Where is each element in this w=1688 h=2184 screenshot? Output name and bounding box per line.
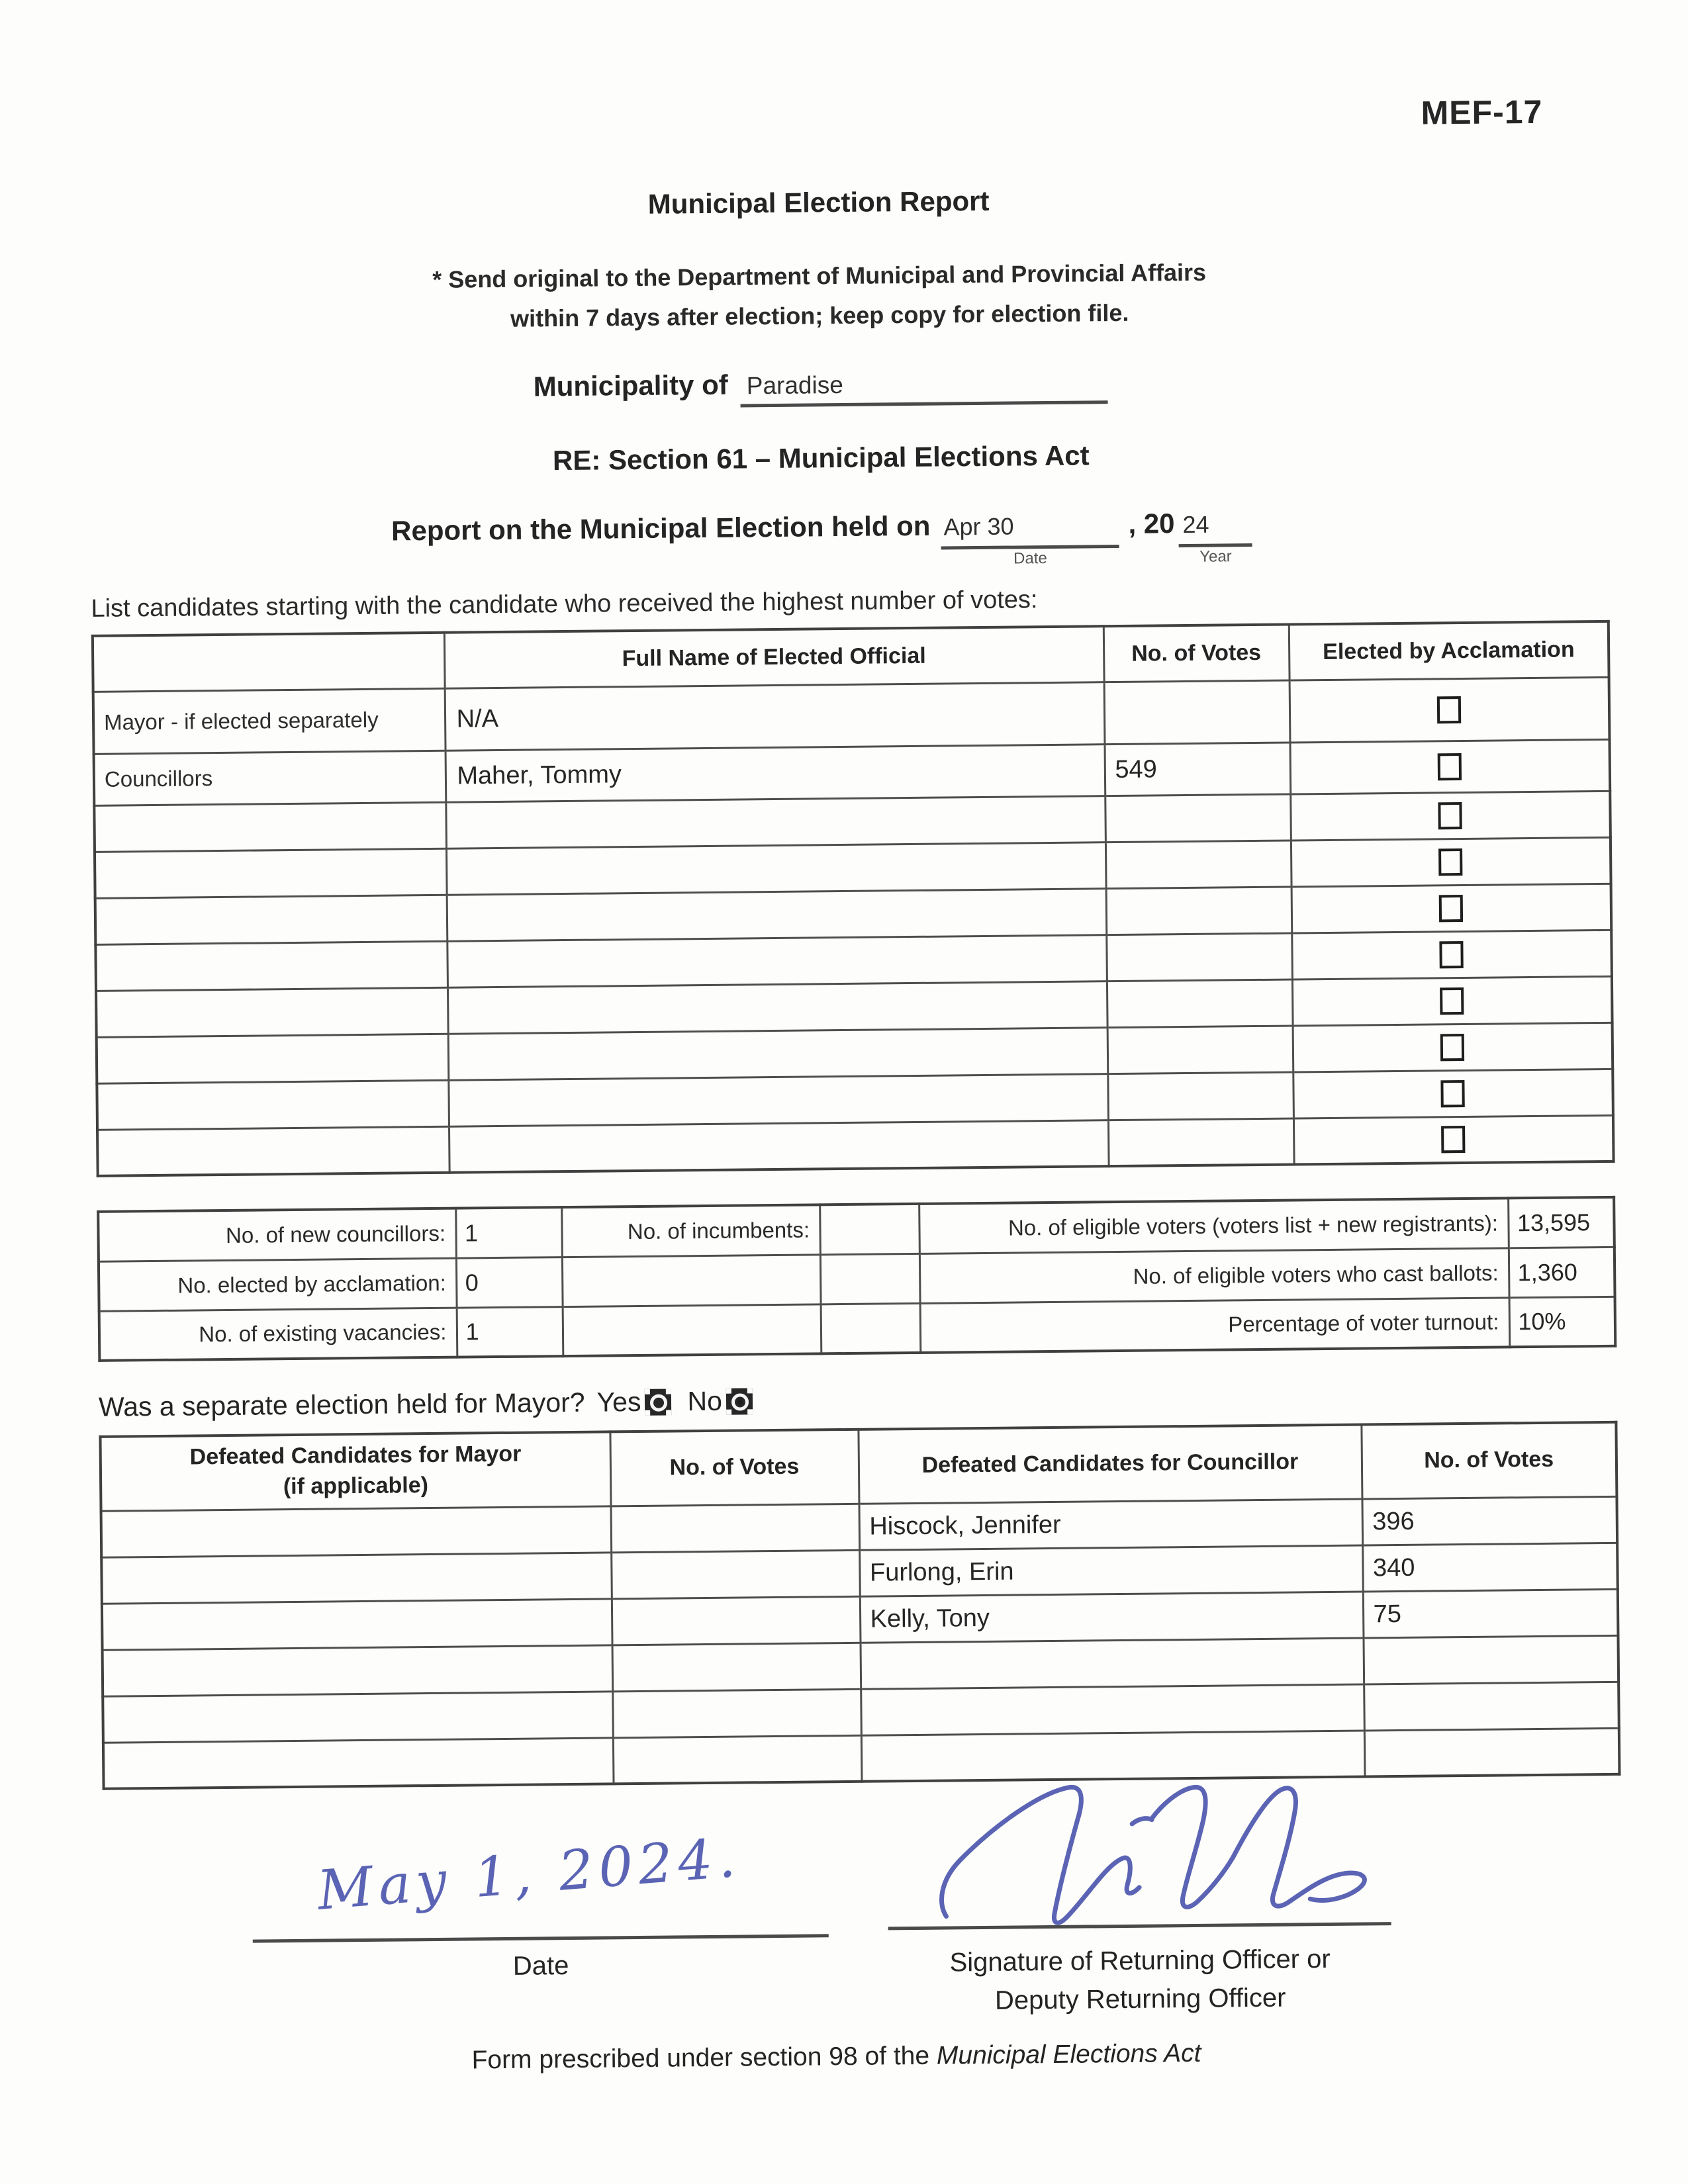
report-date-row [0, 503, 1650, 568]
role-cell [96, 987, 448, 1037]
defeated-mayor-votes [612, 1596, 861, 1645]
acclamation-cell [1290, 791, 1611, 841]
defeated-header-row [100, 1422, 1617, 1511]
stat-label: No. of new councillors: [98, 1208, 456, 1261]
acclamation-checkbox [1440, 941, 1464, 968]
votes-cell: 549 [1104, 743, 1290, 796]
acclamation-checkbox [1438, 753, 1462, 780]
municipality-row [0, 360, 1648, 414]
defeated-mayor-votes [612, 1689, 861, 1738]
date-label: Date [512, 1951, 569, 1981]
footer-note [9, 2034, 1664, 2079]
acclamation-cell [1291, 930, 1612, 979]
acclamation-checkbox [1438, 802, 1462, 829]
elected-candidates-table [91, 620, 1615, 1177]
header-role [93, 633, 445, 692]
stat-value: 0 [456, 1257, 563, 1308]
form-title: Municipal Election Report [647, 185, 990, 220]
role-cell [94, 802, 446, 852]
yes-label: Yes [596, 1386, 641, 1418]
election-stats-table [97, 1196, 1617, 1362]
election-date-value: Apr 30 [943, 512, 1014, 541]
signature-label [789, 1938, 1491, 2022]
defeated-candidates-table [99, 1421, 1620, 1790]
defeated-mayor-name [103, 1691, 613, 1742]
acclamation-checkbox [1441, 1079, 1465, 1107]
acclamation-checkbox [1440, 1033, 1464, 1060]
date-signature-line [253, 1934, 829, 1942]
footer-prefix: Form prescribed under section 98 of the [471, 2041, 937, 2075]
acclamation-cell [1293, 1023, 1613, 1072]
name-cell: N/A [445, 682, 1105, 751]
election-date-field [941, 512, 1119, 568]
year-caption: Year [1199, 547, 1232, 566]
votes-cell [1105, 794, 1291, 842]
votes-cell [1105, 841, 1291, 889]
stat-label: Percentage of voter turnout: [920, 1297, 1510, 1353]
municipality-label: Municipality of [533, 369, 728, 402]
name-cell [445, 796, 1105, 848]
votes-cell [1108, 1118, 1294, 1166]
defeated-mayor-name [103, 1737, 614, 1788]
defeated-councillor-votes [1363, 1635, 1618, 1684]
stat-label: No. of incumbents: [561, 1205, 820, 1257]
handwritten-signature [933, 1776, 1411, 1940]
stat-value: 1 [455, 1207, 562, 1258]
question-text: Was a separate election held for Mayor? [98, 1387, 585, 1422]
stat-value [821, 1303, 921, 1353]
defeated-mayor-votes [611, 1504, 860, 1553]
stat-value: 1 [457, 1306, 563, 1357]
no-checkbox-icon [726, 1388, 753, 1414]
instruction-line-1: * Send original to the Department of Municipal and Provincial Affairs [432, 258, 1207, 293]
role-cell: Councillors [94, 751, 446, 805]
stat-label: No. of eligible voters who cast ballots: [919, 1248, 1509, 1303]
defeated-councillor-votes: 340 [1362, 1543, 1618, 1592]
signature-label-line1: Signature of Returning Officer or [949, 1944, 1331, 1978]
name-cell: Maher, Tommy [445, 744, 1105, 802]
role-cell [97, 1034, 449, 1083]
stat-value [820, 1253, 920, 1304]
defeated-mayor-votes [611, 1550, 860, 1599]
re-section-line: RE: Section 61 – Municipal Elections Act [552, 439, 1090, 477]
defeated-councillor-votes: 396 [1362, 1496, 1617, 1545]
acclamation-cell [1289, 677, 1610, 743]
municipality-value-field: Paradise [740, 369, 1107, 407]
defeated-mayor-name [101, 1552, 612, 1603]
votes-cell [1104, 680, 1290, 745]
defeated-councillor-votes [1364, 1728, 1620, 1777]
name-cell [447, 934, 1107, 987]
votes-cell [1106, 886, 1292, 934]
votes-cell [1106, 933, 1292, 981]
name-cell [447, 981, 1107, 1034]
defeated-councillor-name [861, 1730, 1365, 1781]
separate-mayor-question [99, 1385, 757, 1423]
header-mayor-votes: No. of Votes [610, 1430, 859, 1506]
name-cell [448, 1073, 1108, 1126]
stat-label [563, 1304, 821, 1356]
header-defeated-mayor-line2: (if applicable) [283, 1473, 429, 1500]
form-code: MEF-17 [1421, 93, 1543, 132]
votes-cell [1107, 1071, 1293, 1120]
name-cell [446, 842, 1106, 895]
defeated-mayor-votes [612, 1643, 861, 1692]
acclamation-checkbox [1438, 848, 1462, 876]
name-cell [447, 888, 1107, 941]
defeated-mayor-votes [613, 1735, 862, 1784]
acclamation-cell [1293, 1115, 1614, 1165]
signature-label-line2: Deputy Returning Officer [994, 1983, 1286, 2015]
votes-cell [1107, 979, 1293, 1027]
role-cell [95, 848, 447, 898]
acclamation-checkbox [1440, 987, 1464, 1015]
acclamation-cell [1291, 837, 1611, 887]
stat-value: 1,360 [1509, 1247, 1615, 1298]
date-caption: Date [1013, 549, 1047, 568]
role-cell [95, 941, 447, 991]
stat-label [562, 1254, 821, 1306]
role-cell [95, 895, 447, 944]
defeated-councillor-votes [1364, 1682, 1619, 1731]
header-councillor-votes: No. of Votes [1361, 1422, 1617, 1499]
stat-label: No. of existing vacancies: [99, 1308, 457, 1361]
defeated-councillor-name: Furlong, Erin [859, 1545, 1363, 1596]
instruction-line-2: within 7 days after election; keep copy for election file. [510, 298, 1129, 332]
candidates-intro: List candidates starting with the candidate who received the highest number of votes: [91, 586, 1038, 623]
header-acclamation: Elected by Acclamation [1289, 621, 1609, 680]
header-full-name: Full Name of Elected Official [444, 626, 1104, 688]
acclamation-checkbox [1439, 895, 1463, 922]
name-cell [449, 1120, 1109, 1173]
election-year-value: 24 [1182, 510, 1209, 539]
header-defeated-councillor: Defeated Candidates for Councillor [858, 1425, 1362, 1504]
stat-label: No. of eligible voters (voters list + new registrants): [919, 1198, 1509, 1253]
defeated-councillor-name [861, 1638, 1364, 1689]
defeated-councillor-name [861, 1684, 1364, 1735]
name-cell [448, 1027, 1108, 1080]
acclamation-checkbox [1437, 696, 1461, 723]
defeated-councillor-votes: 75 [1363, 1589, 1618, 1638]
footer-act-name: Municipal Elections Act [936, 2038, 1201, 2070]
acclamation-cell [1291, 884, 1612, 933]
election-year-field [1178, 510, 1252, 566]
stat-value: 13,595 [1508, 1197, 1615, 1248]
handwritten-date: May 1, 2024. [315, 1826, 743, 1923]
acclamation-cell [1293, 1069, 1613, 1118]
stat-value [820, 1204, 919, 1254]
votes-cell [1107, 1025, 1293, 1073]
acclamation-cell [1292, 976, 1613, 1026]
acclamation-checkbox [1441, 1126, 1465, 1153]
stat-label: No. elected by acclamation: [99, 1258, 457, 1311]
role-cell [97, 1126, 449, 1176]
role-cell [97, 1080, 449, 1130]
stat-value: 10% [1509, 1297, 1616, 1347]
header-defeated-mayor [100, 1432, 610, 1510]
no-label: No [687, 1385, 723, 1417]
report-line-prefix: Report on the Municipal Election held on [391, 510, 931, 547]
yes-checkbox-icon [645, 1388, 671, 1415]
header-votes: No. of Votes [1103, 625, 1289, 682]
header-defeated-mayor-line1: Defeated Candidates for Mayor [189, 1441, 522, 1470]
defeated-councillor-name: Hiscock, Jennifer [859, 1499, 1362, 1550]
century-prefix: , 20 [1128, 508, 1175, 539]
role-cell: Mayor - if elected separately [93, 688, 445, 754]
defeated-mayor-name [102, 1598, 612, 1649]
defeated-mayor-name [101, 1506, 612, 1557]
defeated-mayor-name [103, 1645, 613, 1696]
acclamation-cell [1289, 739, 1610, 794]
defeated-councillor-name: Kelly, Tony [860, 1592, 1364, 1643]
